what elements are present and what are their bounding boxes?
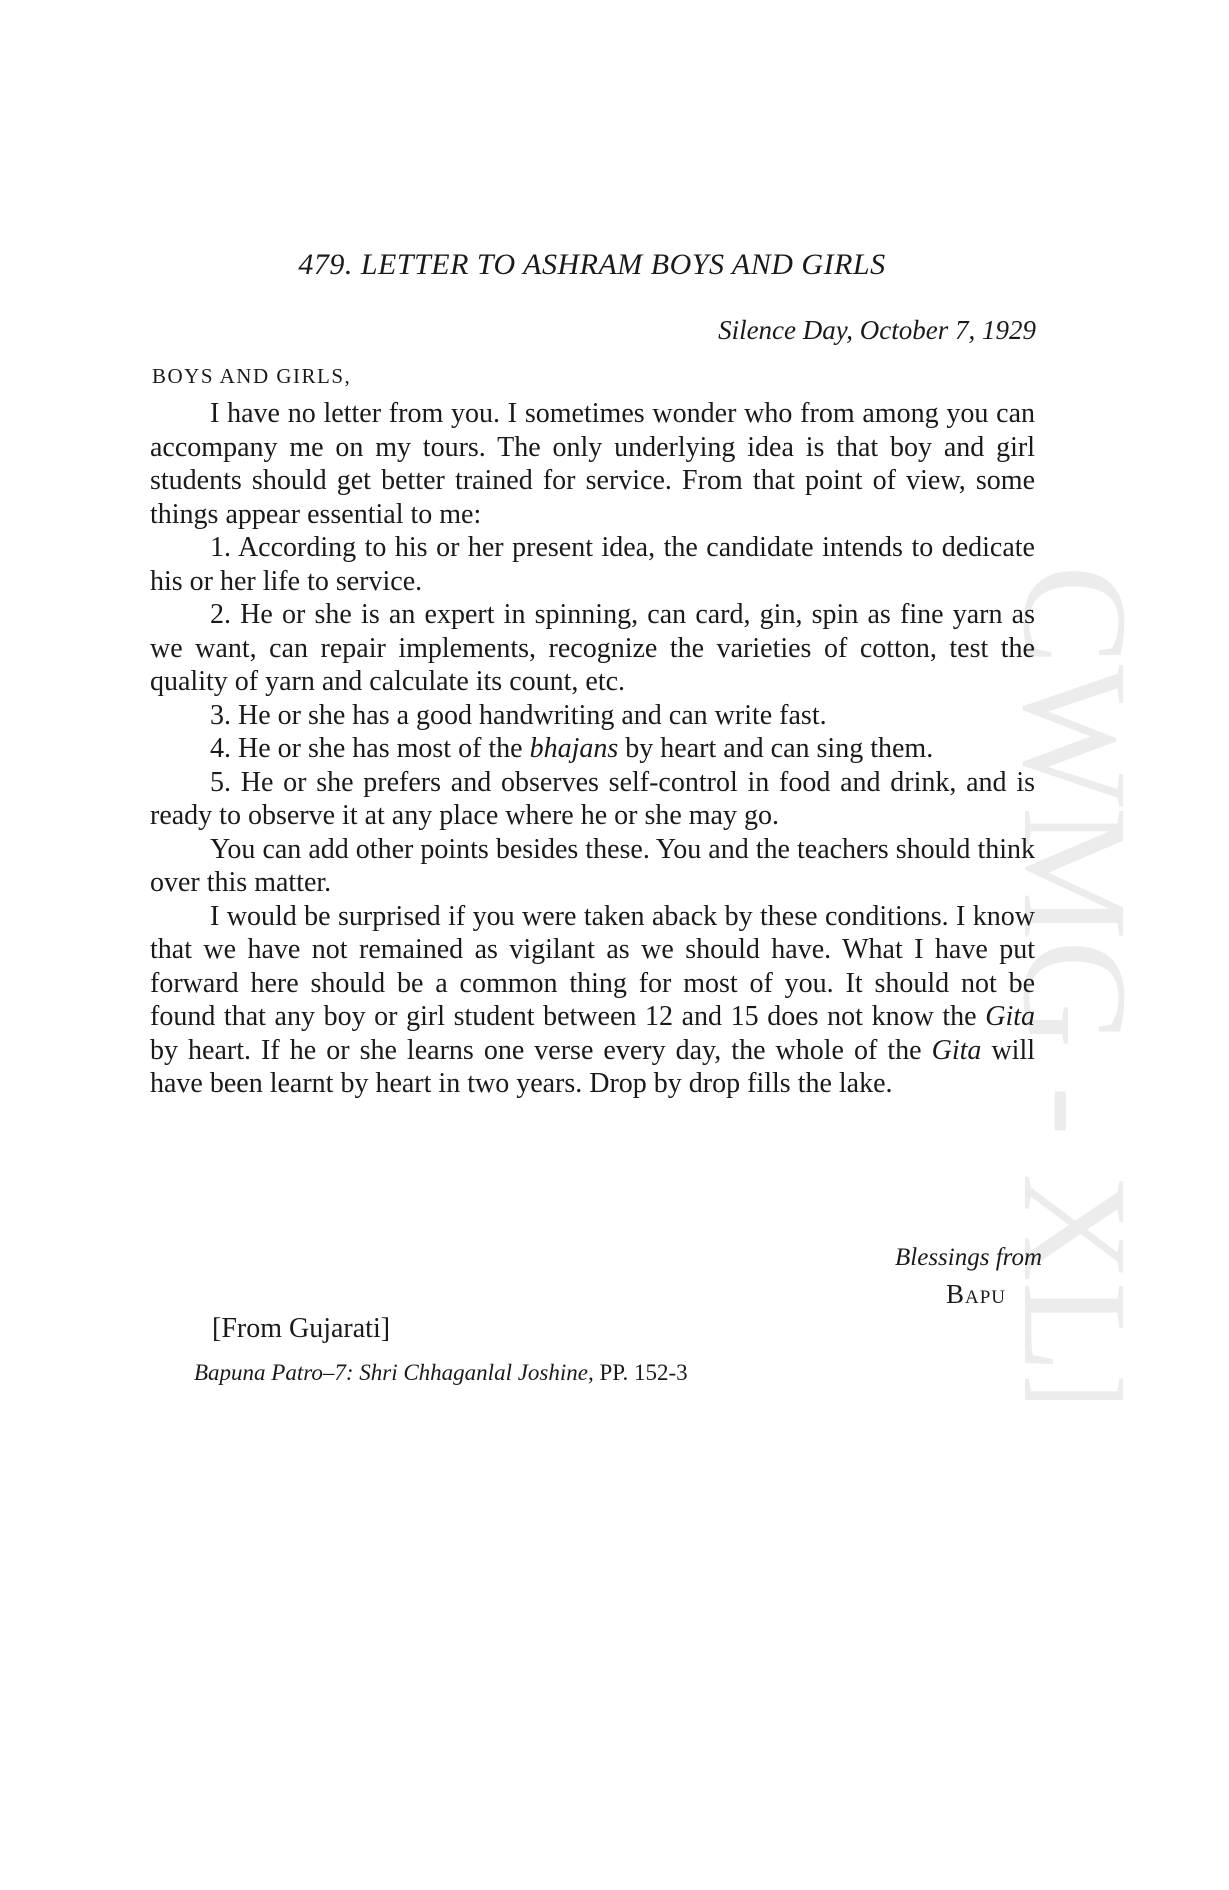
citation-pages: PP. 152-3: [593, 1360, 688, 1385]
conditions-part-3: will have been learnt by heart in two years. Drop by drop fills the lake.: [150, 1034, 1036, 1099]
list-item-3: 3. He or she has a good handwriting and can write fast.: [210, 699, 827, 731]
list-item-5: 5. He or she prefers and observes self-control in food and drink, and is ready to observe it at any place where he or she may go.: [150, 766, 1035, 831]
salutation: BOYS AND GIRLS,: [152, 364, 352, 388]
closing-signature: Bapu: [945, 1279, 1006, 1309]
closing: [895, 1240, 1042, 1312]
list-item-4-part-c: by heart and can sing them.: [618, 733, 934, 764]
conditions-part-1: I would be surprised if you were taken aback by these conditions. I know that we have not remained as vigilant as we should have. What I have put forward here should be a common thing for most of you. It should not be found that any boy or girl student between 12 and 15 does not know the: [150, 900, 1035, 1032]
citation-title: Bapuna Patro–7: Shri Chhaganlal Joshine,: [194, 1360, 594, 1385]
paragraph-additional-points: You can add other points besides these. You and the teachers should think over this matter.: [150, 833, 1035, 898]
dateline-day: Silence Day,: [718, 315, 854, 345]
paragraph-conditions: [150, 900, 1035, 1101]
bhajans-term: bhajans: [529, 733, 619, 764]
dateline-date: October 7, 1929: [859, 315, 1036, 345]
list-item-1: 1. According to his or her present idea, the candidate intends to dedicate his or her life to service.: [150, 532, 1035, 597]
gita-term: Gita: [931, 1034, 982, 1066]
gita-term: Gita: [985, 1001, 1035, 1032]
letter-body: [150, 397, 1035, 1101]
list-item-2: 2. He or she is an expert in spinning, can card, gin, spin as fine yarn as we want, can repair implements, recognize the varieties of cotton, test the quality of yarn and calculate its count, etc.: [150, 599, 1035, 697]
letter-title: 479. LETTER TO ASHRAM BOYS AND GIRLS: [298, 248, 886, 281]
closing-blessings: Blessings from: [895, 1244, 1042, 1271]
citation: [194, 1360, 688, 1386]
watermark-text: CWMG XLI: [1005, 565, 1135, 1400]
conditions-part-2: by heart. If he or she learns one verse every day, the whole of the: [150, 1034, 932, 1066]
source-note: [From Gujarati]: [212, 1313, 391, 1344]
dateline: [718, 315, 1036, 346]
paragraph-intro: I have no letter from you. I sometimes wonder who from among you can accompany me on my tours. The only underlying idea is that boy and girl students should get better trained for service. From that point of view, some things appear essential to me:: [150, 398, 1035, 530]
list-item-4: [150, 732, 1035, 766]
list-item-4-part-a: 4. He or she has most of the: [210, 733, 530, 764]
